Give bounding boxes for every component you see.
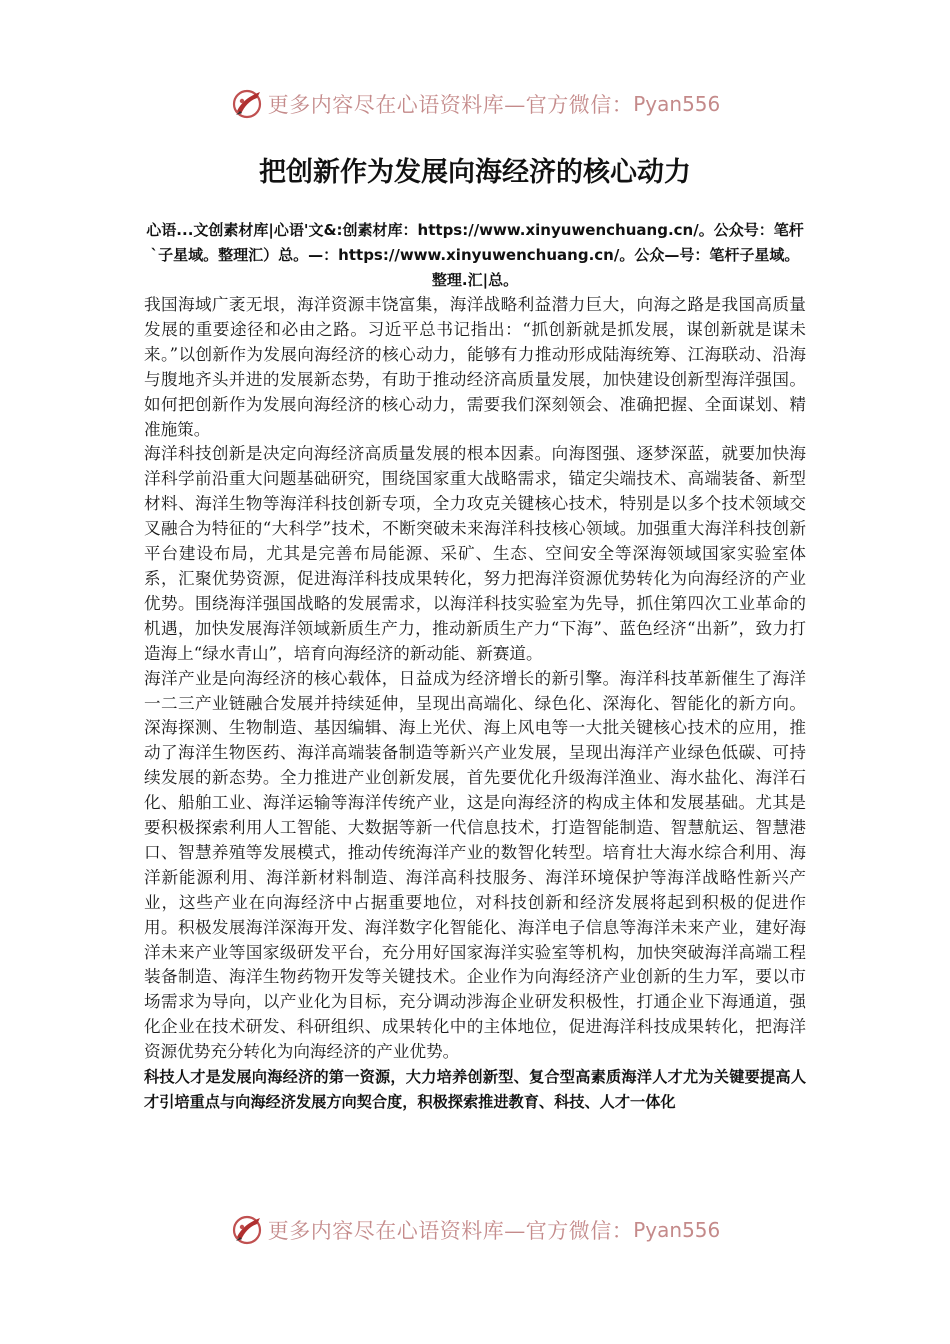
watermark-text: 更多内容尽在心语资料库—官方微信： (267, 1219, 634, 1243)
footer-watermark-banner (0, 1208, 950, 1252)
watermark-text: 更多内容尽在心语资料库—官方微信： (267, 93, 634, 117)
paragraph-intro: 我国海域广袤无垠，海洋资源丰饶富集，海洋战略利益潜力巨大，向海之路是我国高质量发展的重要途径和必由之路。习近平总书记指出：“抓创新就是抓发展，谋创新就是谋未来。”以创新作为发展向海经济的核心动力，能够有力推动形成陆海统筹、江海联动、沿海与腹地齐头并进的发展新态势，有助于推动经济高质量发展，加快建设创新型海洋强国。如何把创新作为发展向海经济的核心动力，需要我们深刻领会、准确把握、全面谋划、精准施策。 (144, 295, 806, 439)
page-title: 把创新作为发展向海经济的核心动力 (259, 157, 691, 188)
paragraph-talent: 科技人才是发展向海经济的第一资源，大力培养创新型、复合型高素质海洋人才尤为关键要提高人才引培重点与向海经济发展方向契合度，积极探索推进教育、科技、人才一体化 (144, 1068, 806, 1112)
document-body (144, 218, 806, 1115)
source-note: 心语...文创素材库|心语'文&:创素材库：https://www.xinyuwenchuang.cn/。公众号：笔杆`子星域。整理汇）总。—：https://www.xinyuwenchuang.cn/。公众—号：笔杆子星域。整理.汇|总。 (146, 221, 804, 289)
watermark-wechat-id: Pyan556 (633, 92, 721, 116)
paragraph-marine-industry: 海洋产业是向海经济的核心载体，日益成为经济增长的新引擎。海洋科技革新催生了海洋一二三产业链融合发展并持续延伸，呈现出高端化、绿色化、深海化、智能化的新方向。深海探测、生物制造、基因编辑、海上光伏、海上风电等一大批关键核心技术的应用，推动了海洋生物医药、海洋高端装备制造等新兴产业发展，呈现出海洋产业绿色低碳、可持续发展的新态势。全力推进产业创新发展，首先要优化升级海洋渔业、海水盐化、海洋石化、船舶工业、海洋运输等海洋传统产业，这是向海经济的构成主体和发展基础。尤其是要积极探索利用人工智能、大数据等新一代信息技术，打造智能制造、智慧航运、智慧港口、智慧养殖等发展模式，推动传统海洋产业的数智化转型。培育壮大海水综合利用、海洋新能源利用、海洋新材料制造、海洋高科技服务、海洋环境保护等海洋战略性新兴产业，这些产业在向海经济中占据重要地位，对科技创新和经济发展将起到积极的促进作用。积极发展海洋深海开发、海洋数字化智能化、海洋电子信息等海洋未来产业，建好海洋未来产业等国家级研发平台，充分用好国家海洋实验室等机构，加快突破海洋高端工程装备制造、海洋生物药物开发等关键技术。企业作为向海经济产业创新的生力军，要以市场需求为导向，以产业化为目标，充分调动涉海企业研发积极性，打通企业下海通道，强化企业在技术研发、科研组织、成果转化中的主体地位，促进海洋科技成果转化，把海洋资源优势充分转化为向海经济的产业优势。 (144, 668, 806, 1062)
brush-logo-icon (230, 1213, 264, 1247)
header-watermark-banner (0, 82, 950, 126)
paragraph-tech-innovation: 海洋科技创新是决定向海经济高质量发展的根本因素。向海图强、逐梦深蓝，就要加快海洋科学前沿重大问题基础研究，围绕国家重大战略需求，锚定尖端技术、高端装备、新型材料、海洋生物等海洋科技创新专项，全力攻克关键核心技术，特别是以多个技术领域交叉融合为特征的“大科学”技术，不断突破未来海洋科技核心领域。加强重大海洋科技创新平台建设布局，尤其是完善布局能源、采矿、生态、空间安全等深海领域国家实验室体系，汇聚优势资源，促进海洋科技成果转化，努力把海洋资源优势转化为向海经济的产业优势。围绕海洋强国战略的发展需求，以海洋科技实验室为先导，抓住第四次工业革命的机遇，加快发展海洋领域新质生产力，推动新质生产力“下海”、蓝色经济“出新”，致力打造海上“绿水青山”，培育向海经济的新动能、新赛道。 (144, 444, 806, 663)
watermark-wechat-id: Pyan556 (633, 1218, 721, 1242)
brush-logo-icon (230, 87, 264, 121)
